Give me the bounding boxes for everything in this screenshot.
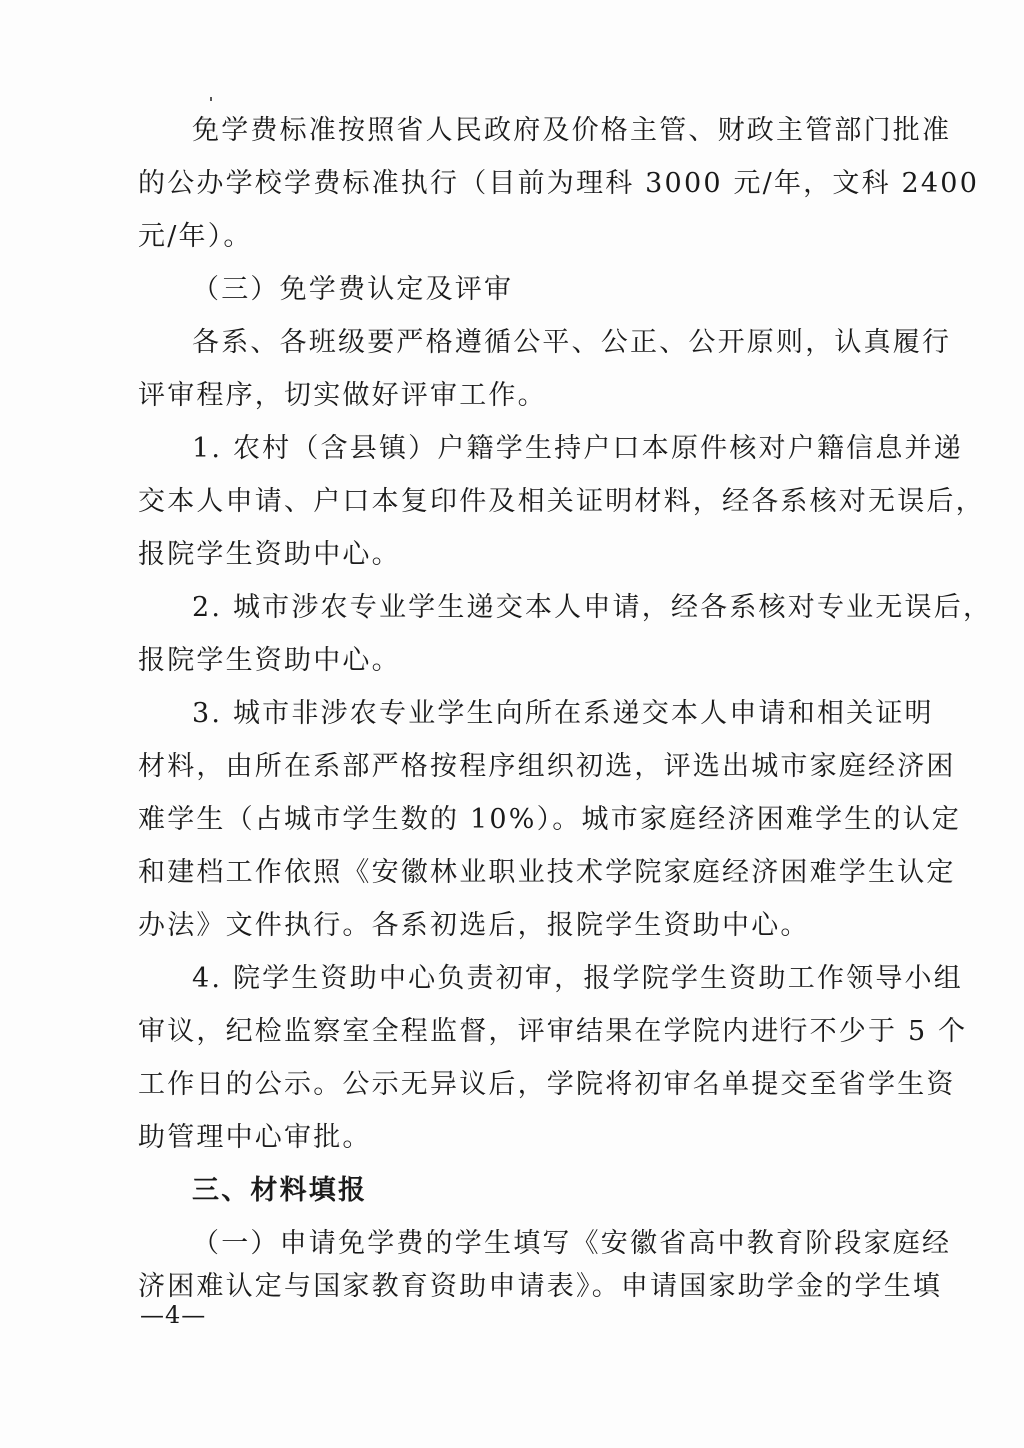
text-line: 工作日的公示。公示无异议后，学院将初审名单提交至省学生资: [138, 1069, 956, 1100]
text-line: 1. 农村（含县镇）户籍学生持户口本原件核对户籍信息并递: [192, 433, 963, 464]
text-line: 元/年）。: [138, 221, 253, 252]
text-line: 济困难认定与国家教育资助申请表》。申请国家助学金的学生填: [138, 1271, 943, 1302]
text-line: 3. 城市非涉农专业学生向所在系递交本人申请和相关证明: [192, 698, 934, 729]
text-line: 材料，由所在系部严格按程序组织初选，评选出城市家庭经济困: [138, 751, 956, 782]
text-line: 难学生（占城市学生数的 10%）。城市家庭经济困难学生的认定: [138, 804, 962, 835]
text-line: （一）申请免学费的学生填写《安徽省高中教育阶段家庭经: [192, 1228, 952, 1259]
text-line: 的公办学校学费标准执行（目前为理科 3000 元/年，文科 2400: [138, 168, 980, 199]
text-line: 交本人申请、户口本复印件及相关证明材料，经各系核对无误后，: [138, 486, 985, 517]
page-number: —4—: [140, 1301, 207, 1329]
text-line: 审议，纪检监察室全程监督，评审结果在学院内进行不少于 5 个: [138, 1016, 968, 1047]
section-heading: 三、材料填报: [192, 1175, 368, 1206]
text-line: 4. 院学生资助中心负责初审，报学院学生资助工作领导小组: [192, 963, 963, 994]
text-line: 免学费标准按照省人民政府及价格主管、财政主管部门批准: [192, 115, 952, 146]
text-line: 评审程序，切实做好评审工作。: [138, 380, 547, 411]
scan-speck: [210, 97, 212, 101]
text-line: 助管理中心审批。: [138, 1122, 372, 1153]
text-line: 2. 城市涉农专业学生递交本人申请，经各系核对专业无误后，: [192, 592, 993, 623]
text-line: 报院学生资助中心。: [138, 539, 401, 570]
text-line: 各系、各班级要严格遵循公平、公正、公开原则，认真履行: [192, 327, 952, 358]
text-line: 办法》文件执行。各系初选后，报院学生资助中心。: [138, 910, 810, 941]
text-line: 和建档工作依照《安徽林业职业技术学院家庭经济困难学生认定: [138, 857, 956, 888]
section-subheading: （三）免学费认定及评审: [192, 274, 514, 305]
text-line: 报院学生资助中心。: [138, 645, 401, 676]
